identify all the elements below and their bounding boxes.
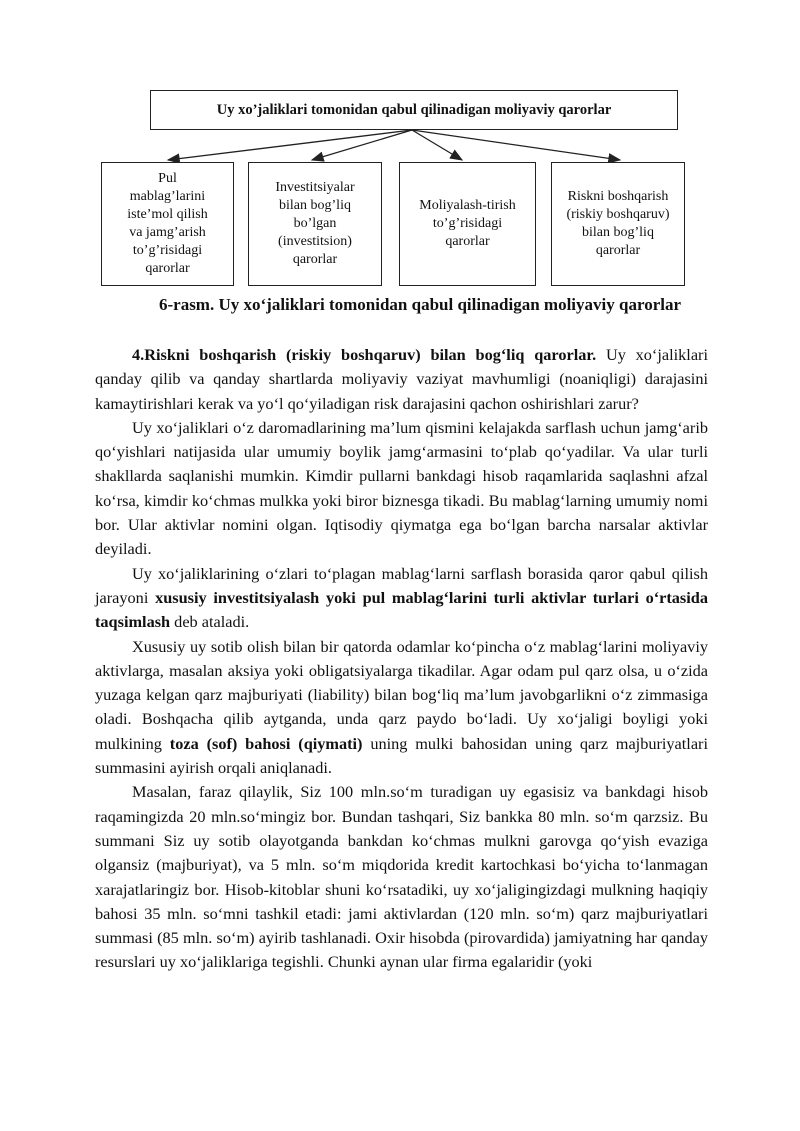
diagram-box-investment: Investitsiyalar bilan bog’liq bo’lgan (investitsion) qarorlar: [248, 162, 382, 286]
paragraph-3: Uy xo‘jaliklarining o‘zlari to‘plagan mablag‘larni sarflash borasida qaror qabul qilish jarayoni xususiy investitsiyalash yoki pul mablag‘larini turli aktivlar turlari o‘rtasida taqsimlash deb ataladi.: [95, 563, 708, 632]
decisions-diagram: [0, 0, 800, 300]
diagram-box-financing: Moliyalash-tirish to’g’risidagi qarorlar: [399, 162, 536, 286]
paragraph-1-text: Uy xo‘jaliklari qanday qilib va qanday shartlarda moliyaviy vaziyat mavhumligi (noaniqligi) darajasini kamaytirishlari kerak va yo‘l qo‘yiladigan risk darajasini qachon oshirishlari zarur?: [95, 345, 708, 413]
arrow-4: [412, 130, 620, 160]
body-text: [95, 343, 708, 975]
arrow-1: [168, 130, 412, 160]
figure-caption: 6-rasm. Uy xo‘jaliklari tomonidan qabul qilinadigan moliyaviy qarorlar: [158, 295, 682, 314]
paragraph-1: [95, 343, 708, 416]
diagram-top-box: Uy xo’jaliklari tomonidan qabul qilinadigan moliyaviy qarorlar: [150, 90, 678, 130]
paragraph-2: Uy xo‘jaliklari o‘z daromadlarining ma’lum qismini kelajakda sarflash uchun jamg‘arib qo‘yishlari natijasida ular umumiy boylik jamg‘armasini to‘plab qo‘yadilar. Va ular turli shakllarda saqlanishi mumkin. Kimdir pullarni bankdagi hisob raqamlarida saqlashni afzal ko‘rsa, kimdir ko‘chmas mulkka yoki biror biznesga tikadi. Bu mablag‘larning umumiy nomi bor. Ular aktivlar nomini olgan. Iqtisodiy qiymatga ega bo‘lgan barcha narsalar aktivlar deyiladi.: [95, 417, 708, 559]
paragraph-4-bold: toza (sof) bahosi (qiymati): [169, 733, 363, 753]
paragraph-1-number: 4.: [132, 345, 145, 364]
paragraph-5: Masalan, faraz qilaylik, Siz 100 mln.so‘m turadigan uy egasisiz va bankdagi hisob raqamingizda 20 mln.so‘mingiz bor. Bundan tashqari, Siz bankka 80 mln. so‘m qarzsiz. Bu summani Siz uy sotib olayotganda bankdan ko‘chmas mulkni garovga qo‘yish evaziga olgansiz (majburiyat), va 5 mln. so‘m miqdorida kredit kartochkasi bo‘yicha to‘lanmagan xarajatlaringiz bor. Hisob-kitoblar shuni ko‘rsatadiki, uy xo‘jaligingizdagi mulkning haqiqiy bahosi 35 mln. so‘mni tashkil etadi: jami aktivlardan (120 mln. so‘m) qarz majburiyatlari summasi (85 mln. so‘m) ayirib tashlanadi. Oxir hisobda (pirovardida) jamiyatning har qanday resurslari uy xo‘jaliklariga tegishli. Chunki aynan ular firma egalaridir (yoki: [95, 782, 708, 972]
arrow-3: [412, 130, 462, 160]
arrow-2: [312, 130, 412, 160]
diagram-box-risk: Riskni boshqarish (riskiy boshqaruv) bilan bog’liq qarorlar: [551, 162, 685, 286]
diagram-box-consumption: Pul mablag’larini iste’mol qilish va jamg’arish to’g’risidagi qarorlar: [101, 162, 234, 286]
paragraph-3-bold: xususiy investitsiyalash yoki pul mablag‘larini turli aktivlar turlari o‘rtasida taqsimlash: [95, 587, 708, 632]
paragraph-4: Xususiy uy sotib olish bilan bir qatorda odamlar ko‘pincha o‘z mablag‘larini moliyaviy aktivlarga, masalan aksiya yoki obligatsiyalarga tikadilar. Agar odam pul qarz olsa, u o‘zida yuzaga kelgan qarz majburiyati (liability) bilan bog‘liq ma’lum javobgarlikni o‘z zimmasiga oladi. Boshqacha qilib aytganda, unda qarz paydo bo‘ladi. Uy xo‘jaligi boyligi yoki mulkining toza (sof) bahosi (qiymati) uning mulki bahosidan uning qarz majburiyatlari summasini ayirish orqali aniqlanadi.: [95, 636, 709, 778]
paragraph-1-heading: Riskni boshqarish (riskiy boshqaruv) bilan bog‘liq qarorlar.: [144, 345, 597, 364]
